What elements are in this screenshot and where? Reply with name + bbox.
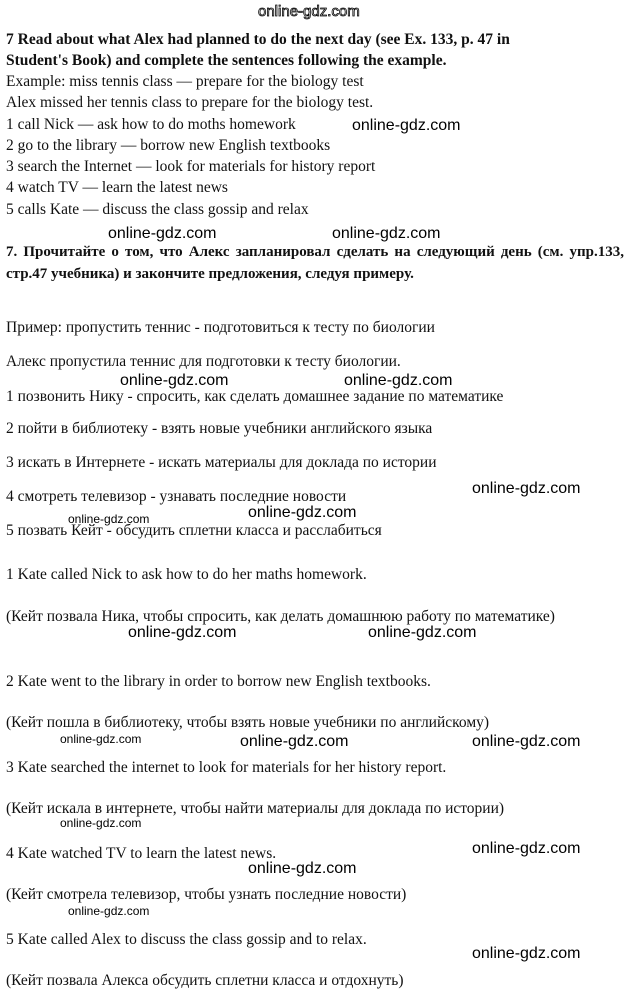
answer-ru: (Кейт смотрела телевизор, чтобы узнать последние новости) <box>6 886 407 903</box>
watermark: online-gdz.com <box>258 3 360 20</box>
example-en: Example: miss tennis class — prepare for the biology test <box>6 73 364 90</box>
example-answer-ru: Алекс пропустила теннис для подготовки к тесту биологии. <box>6 353 401 370</box>
answer-en: 1 Kate called Nick to ask how to do her maths homework. <box>6 566 367 583</box>
answer-ru: (Кейт искала в интернете, чтобы найти материалы для доклада по истории) <box>6 800 505 817</box>
answer-en: 2 Kate went to the library in order to borrow new English textbooks. <box>6 673 431 690</box>
answer-ru: (Кейт позвала Ника, чтобы спросить, как делать домашнюю работу по математике) <box>6 608 555 625</box>
example-ru: Пример: пропустить теннис - подготовиться к тесту по биологии <box>6 319 435 336</box>
watermark: online-gdz.com <box>472 945 581 962</box>
watermark: online-gdz.com <box>248 504 357 521</box>
watermark: online-gdz.com <box>68 904 150 918</box>
task-item-en: 3 search the Internet — look for materials for history report <box>6 158 376 175</box>
watermark: online-gdz.com <box>240 733 349 750</box>
task-item-en: 2 go to the library — borrow new English textbooks <box>6 137 331 154</box>
task-item-en: 4 watch TV — learn the latest news <box>6 179 228 196</box>
answer-en: 3 Kate searched the internet to look for materials for her history report. <box>6 759 447 776</box>
watermark: online-gdz.com <box>108 225 217 242</box>
example-answer-en: Alex missed her tennis class to prepare for the biology test. <box>6 94 374 111</box>
watermark: online-gdz.com <box>352 117 461 134</box>
watermark: online-gdz.com <box>60 816 142 830</box>
watermark: online-gdz.com <box>472 840 581 857</box>
answer-ru: (Кейт пошла в библиотеку, чтобы взять новые учебники по английскому) <box>6 714 490 731</box>
answer-en: 4 Kate watched TV to learn the latest news. <box>6 845 277 862</box>
watermark: online-gdz.com <box>344 372 453 389</box>
watermark: online-gdz.com <box>472 733 581 750</box>
watermark: online-gdz.com <box>332 225 441 242</box>
answer-en: 5 Kate called Alex to discuss the class gossip and to relax. <box>6 931 367 948</box>
task-item-ru: 5 позвать Кейт - обсудить сплетни класса и расслабиться <box>6 522 382 539</box>
task-item-en: 5 calls Kate — discuss the class gossip and relax <box>6 201 309 218</box>
watermark: online-gdz.com <box>472 480 581 497</box>
task-heading-ru: 7. Прочитайте о том, что Алекс запланировал сделать на следующий день (см. упр.133, стр.47 учебника) и закончите предложения, следуя примеру. <box>6 244 624 282</box>
task-heading-en-line1: 7 Read about what Alex had planned to do the next day (see Ex. 133, p. 47 in <box>6 31 510 48</box>
answer-ru: (Кейт позвала Алекса обсудить сплетни класса и отдохнуть) <box>6 972 404 989</box>
watermark: online-gdz.com <box>128 624 237 641</box>
watermark: online-gdz.com <box>60 732 142 746</box>
task-item-ru: 2 пойти в библиотеку - взять новые учебники английского языка <box>6 420 433 437</box>
task-item-ru: 4 смотреть телевизор - узнавать последние новости <box>6 488 347 505</box>
watermark: online-gdz.com <box>248 860 357 877</box>
watermark: online-gdz.com <box>368 624 477 641</box>
watermark: online-gdz.com <box>120 372 229 389</box>
task-item-ru: 1 позвонить Нику - спросить, как сделать домашнее задание по математике <box>6 388 504 405</box>
task-item-ru: 3 искать в Интернете - искать материалы для доклада по истории <box>6 454 437 471</box>
task-heading-en-line2: Student's Book) and complete the sentences following the example. <box>6 52 447 69</box>
watermark: online-gdz.com <box>68 512 150 526</box>
task-item-en: 1 call Nick — ask how to do moths homework <box>6 116 296 133</box>
